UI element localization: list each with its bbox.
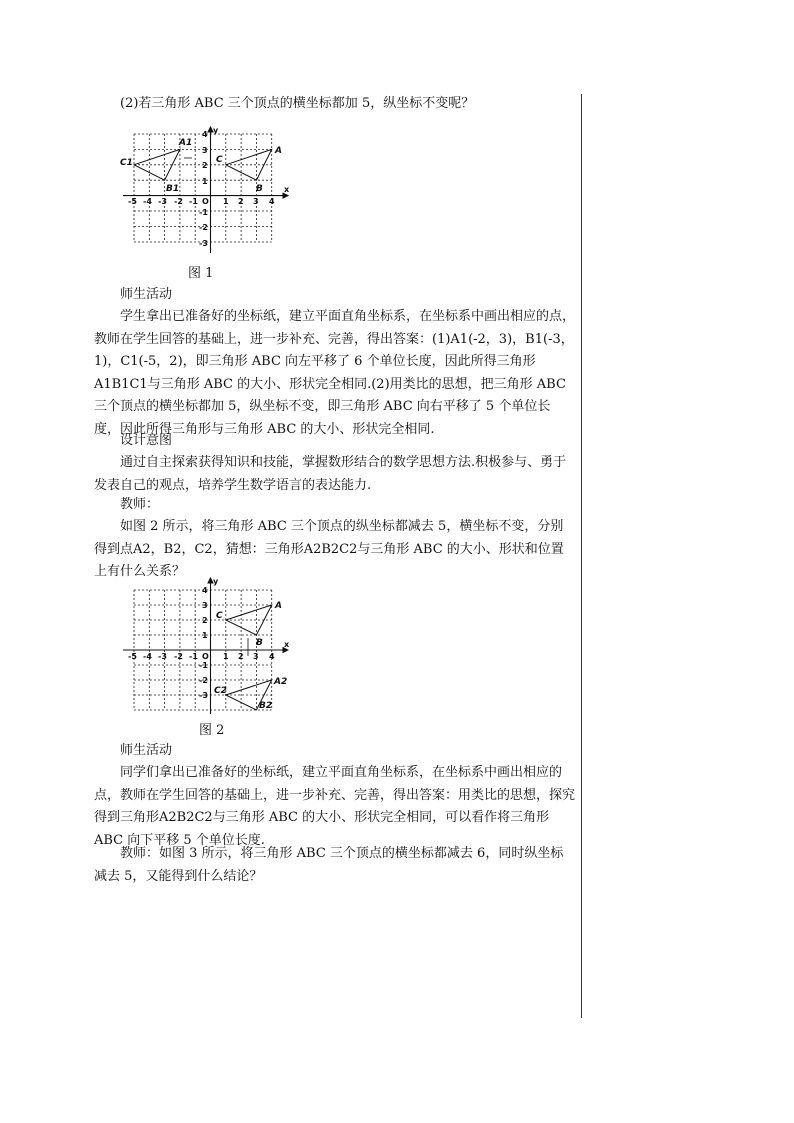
y-tick-labels <box>199 586 208 700</box>
point-b-label: B <box>256 638 263 648</box>
y-tick: 2 <box>202 616 208 625</box>
point-c-label: C <box>216 155 223 165</box>
point-a2-label: A2 <box>274 677 288 687</box>
question-2: (2)若三角形 ABC 三个顶点的横坐标都加 5，纵坐标不变呢？ <box>120 96 475 111</box>
y-tick: -2 <box>199 223 208 232</box>
x-tick: 4 <box>269 652 275 661</box>
y-tick-labels <box>199 130 208 248</box>
x-tick: -5 <box>128 197 137 206</box>
triangle-a1b1c1 <box>134 149 180 180</box>
origin-label: O <box>202 197 209 206</box>
x-tick: 3 <box>253 197 259 206</box>
point-a-label: A <box>275 601 282 611</box>
x-tick: -3 <box>158 197 167 206</box>
y-tick: -3 <box>199 691 208 700</box>
x-tick: -3 <box>158 652 167 661</box>
section-2-text: 同学们拿出已准备好的坐标纸，建立平面直角坐标系，在坐标系中画出相应的点，教师在学生回答的基础上，进一步补充、完善，得出答案：用类比的思想，探究得到三角形A2B2C2与三角形 ABC 的大小、形状完全相同，可以看作将三角形 ABC 向下平移 5 个单位长度. <box>94 765 576 848</box>
point-b1-label: B1 <box>166 184 180 194</box>
x-tick: -5 <box>128 652 137 661</box>
x-tick: 1 <box>223 652 229 661</box>
x-tick: -2 <box>174 197 183 206</box>
y-tick: 2 <box>202 161 208 170</box>
x-tick: -2 <box>174 652 183 661</box>
figure-1 <box>118 125 298 263</box>
figure-2 <box>118 576 298 716</box>
teacher-question: 如图 2 所示，将三角形 ABC 三个顶点的纵坐标都减去 5，横坐标不变，分别得到点A2，B2，C2，猜想：三角形A2B2C2与三角形 ABC 的大小、形状和位置上有什么关系？ <box>94 519 564 579</box>
figure-1-caption: 图 1 <box>188 266 214 281</box>
y-tick: -2 <box>199 676 208 685</box>
section-2-title: 师生活动 <box>120 743 173 758</box>
y-tick: 3 <box>202 601 208 610</box>
y-tick: -3 <box>199 239 208 248</box>
point-c1-label: C1 <box>120 158 133 168</box>
triangle-abc <box>226 149 272 180</box>
y-axis-label: y <box>213 126 219 135</box>
x-tick: -1 <box>189 652 198 661</box>
section-1-text: 学生拿出已准备好的坐标纸，建立平面直角坐标系，在坐标系中画出相应的点，教师在学生回答的基础上，进一步补充、完善，得出答案：(1)A1(-2，3)，B1(-3，1)，C1(-5，2)，即三角形 ABC 向左平移了 6 个单位长度，因此所得三角形A1B1C1与三角形 ABC 的大小、形状完全相同.(2)用类比的思想，把三角形 ABC 三个顶点的横坐标都加 5，纵坐标不变，即三角形 ABC 向右平移了 5 个单位长度，因此所得三角形与三角形 ABC 的大小、形状完全相同. <box>94 309 576 437</box>
point-a-label: A <box>275 146 282 156</box>
design-intent-title: 设计意图 <box>120 433 173 448</box>
x-axis-label: x <box>284 640 290 649</box>
teacher-label: 教师： <box>120 497 160 512</box>
y-tick: 1 <box>202 177 208 186</box>
teacher-question-2: 教师：如图 3 所示，将三角形 ABC 三个顶点的横坐标都减去 6，同时纵坐标减去 5，又能得到什么结论？ <box>94 846 564 884</box>
x-tick: 3 <box>253 652 259 661</box>
y-tick: -1 <box>199 208 208 217</box>
x-tick: -1 <box>189 197 198 206</box>
origin-label: O <box>202 652 209 661</box>
y-tick: 4 <box>202 130 208 139</box>
point-c2-label: C2 <box>214 686 227 696</box>
point-b2-label: B2 <box>259 701 273 711</box>
y-tick: 3 <box>202 146 208 155</box>
x-tick: 2 <box>238 652 244 661</box>
figure-2-caption: 图 2 <box>199 723 225 738</box>
y-tick: 4 <box>202 586 208 595</box>
column-rule <box>581 94 582 1018</box>
point-c-label: C <box>216 611 223 621</box>
x-tick: 1 <box>223 197 229 206</box>
y-axis-label: y <box>213 577 219 586</box>
y-tick: 1 <box>202 631 208 640</box>
x-tick: 4 <box>269 197 275 206</box>
design-intent-text: 通过自主探索获得知识和技能，掌握数形结合的数学思想方法.积极参与、勇于发表自己的观点，培养学生数学语言的表达能力. <box>94 455 567 493</box>
x-tick: -4 <box>143 197 152 206</box>
point-b-label: B <box>256 184 263 194</box>
y-tick: -1 <box>199 661 208 670</box>
x-tick: 2 <box>238 197 244 206</box>
x-tick: -4 <box>143 652 152 661</box>
triangle-abc <box>226 605 272 635</box>
section-1-title: 师生活动 <box>120 287 173 302</box>
point-a1-label: A1 <box>179 138 193 148</box>
x-axis-label: x <box>284 185 290 194</box>
